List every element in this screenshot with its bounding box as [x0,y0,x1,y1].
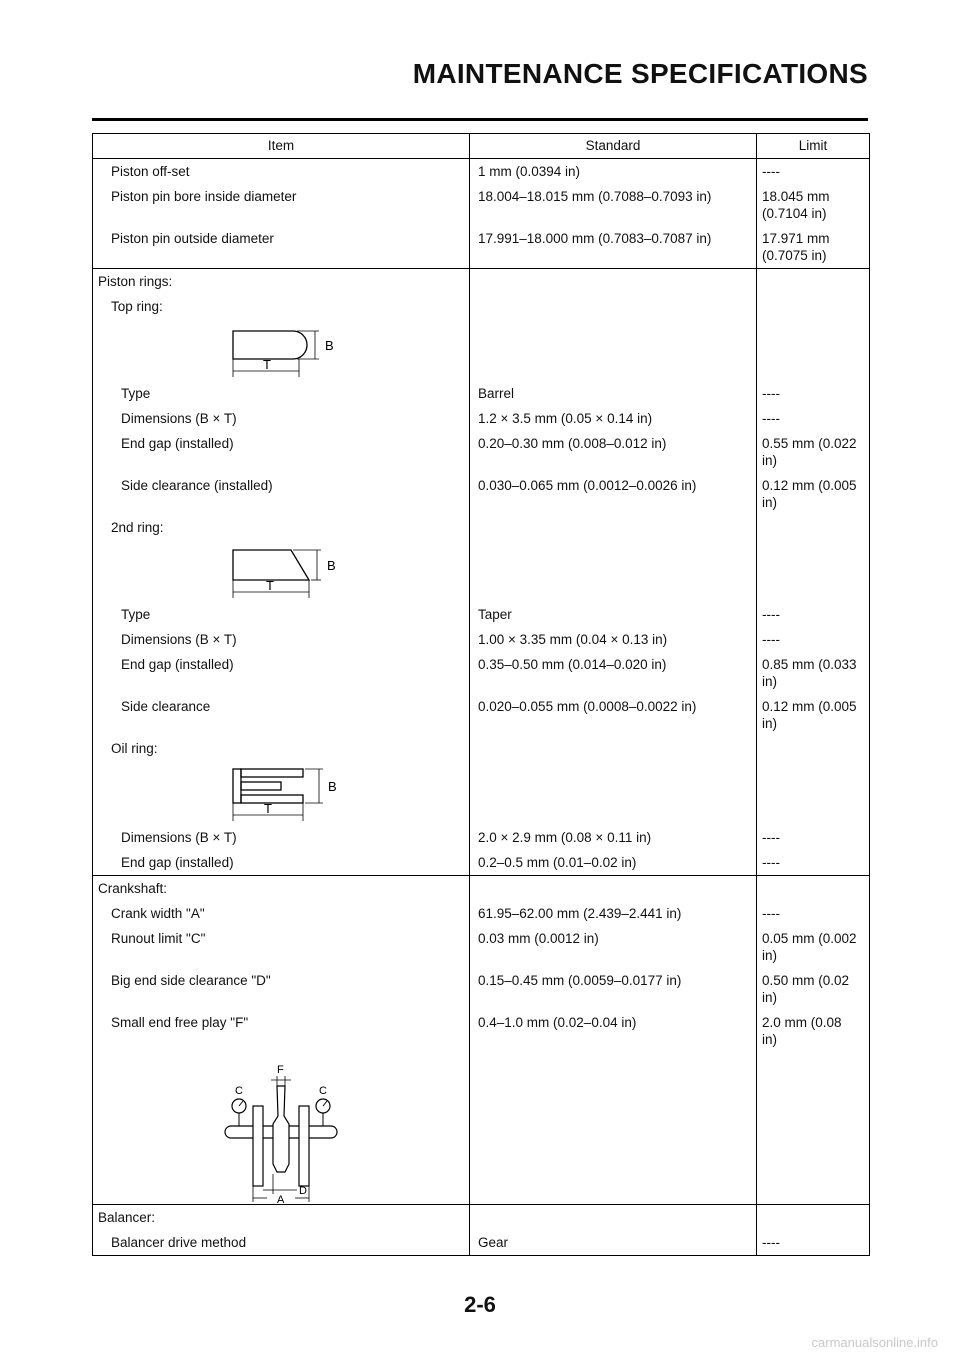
subsection-row: Oil ring: [93,736,870,761]
page-number: 2-6 [464,1292,496,1317]
table-row: Side clearance 0.020–0.055 mm (0.0008–0.0022 in) 0.12 mm (0.005 in) [93,694,870,736]
table-row: Dimensions (B × T) 2.0 × 2.9 mm (0.08 × 0.11 in) ---- [93,825,870,850]
figure-label-t: T [263,357,271,372]
second-ring-figure [211,540,351,602]
header-standard: Standard [470,134,757,159]
section-row [93,269,870,295]
section-row [93,1205,870,1231]
figure-row [93,540,870,602]
figure-row [93,761,870,825]
figure-label-f: F [277,1064,284,1076]
section-crankshaft: Crankshaft: [93,876,470,902]
watermark: carmanualsonline.info [811,1335,938,1350]
figure-label-d: D [299,1185,307,1197]
figure-label-b: B [328,779,337,794]
spec-table [92,133,870,1256]
table-row: Small end free play "F" 0.4–1.0 mm (0.02–0.04 in) 2.0 mm (0.08 in) [93,1010,870,1052]
header-item: Item [93,134,470,159]
figure-label-t: T [266,578,274,593]
table-row: Dimensions (B × T) 1.00 × 3.35 mm (0.04 × 0.13 in) ---- [93,627,870,652]
table-row: Piston pin outside diameter 17.991–18.000 mm (0.7083–0.7087 in) 17.971 mm (0.7075 in) [93,226,870,269]
table-row: Crank width "A" 61.95–62.00 mm (2.439–2.441 in) ---- [93,901,870,926]
section-balancer: Balancer: [93,1205,470,1231]
figure-label-b: B [325,338,334,353]
page-title: MAINTENANCE SPECIFICATIONS [412,58,868,89]
table-row: Piston pin bore inside diameter 18.004–18.015 mm (0.7088–0.7093 in) 18.045 mm (0.7104 in) [93,184,870,226]
table-row: Runout limit "C" 0.03 mm (0.0012 in) 0.05 mm (0.002 in) [93,926,870,968]
figure-label-b: B [327,558,336,573]
crankshaft-figure [221,1064,341,1204]
table-header-row [93,134,870,159]
subsection-row: 2nd ring: [93,515,870,540]
header-rule [92,118,868,121]
table-row: Side clearance (installed) 0.030–0.065 mm (0.0012–0.0026 in) 0.12 mm (0.005 in) [93,473,870,515]
figure-row [93,1052,870,1205]
figure-label-c-right: C [319,1085,327,1097]
table-row: Dimensions (B × T) 1.2 × 3.5 mm (0.05 × 0.14 in) ---- [93,406,870,431]
subsection-row: Top ring: [93,294,870,319]
figure-label-t: T [264,801,272,816]
table-row: Type Barrel ---- [93,381,870,406]
table-row: Type Taper ---- [93,602,870,627]
table-row: Balancer drive method Gear ---- [93,1230,870,1256]
table-row: Piston off-set 1 mm (0.0394 in) ---- [93,159,870,185]
top-ring-figure [211,319,351,381]
oil-ring-figure [211,761,351,825]
table-row: End gap (installed) 0.20–0.30 mm (0.008–0.012 in) 0.55 mm (0.022 in) [93,431,870,473]
table-row: End gap (installed) 0.35–0.50 mm (0.014–0.020 in) 0.85 mm (0.033 in) [93,652,870,694]
section-piston-rings: Piston rings: [93,269,470,295]
figure-row [93,319,870,381]
figure-label-c-left: C [235,1085,243,1097]
figure-label-a: A [277,1194,285,1204]
header-limit: Limit [757,134,870,159]
table-row: Big end side clearance "D" 0.15–0.45 mm (0.0059–0.0177 in) 0.50 mm (0.02 in) [93,968,870,1010]
section-row [93,876,870,902]
table-row: End gap (installed) 0.2–0.5 mm (0.01–0.02 in) ---- [93,850,870,876]
